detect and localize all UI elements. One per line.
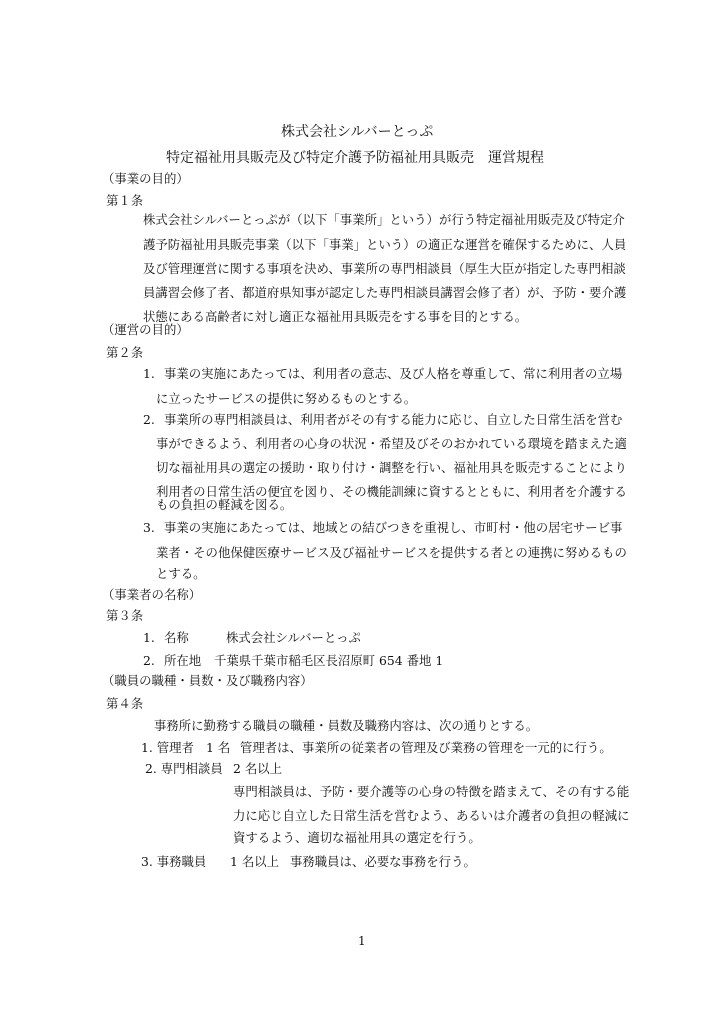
list-item-number: 1. bbox=[143, 630, 155, 645]
list-item-number: 3. bbox=[143, 520, 155, 535]
staff-duty: 力に応じ自立した日常生活を営むよう、あるいは介護者の負担の軽減に bbox=[233, 808, 630, 823]
field-value: 千葉県千葉市稲毛区長沼原町 654 番地 1 bbox=[214, 653, 444, 668]
list-item-text: 事業の実施にあたっては、地域との結びつきを重視し、市町村・他の居宅サービ事 bbox=[164, 520, 623, 535]
article-label: 第３条 bbox=[106, 608, 144, 623]
body-text-line: 護予防福祉用具販売事業（以下「事業」という）の適正な運営を確保するために、人員 bbox=[143, 237, 627, 252]
body-text-line: 状態にある高齢者に対し適正な福祉用具販売をする事を目的とする。 bbox=[143, 309, 528, 324]
list-item-text: もの負担の軽減を図る。 bbox=[156, 497, 293, 512]
list-item-number: 2. bbox=[143, 412, 155, 427]
article-label: 第２条 bbox=[106, 345, 144, 360]
list-item-text: 事ができるよう、利用者の心身の状況・希望及びそのおかれている環境を踏まえた適 bbox=[156, 436, 627, 451]
field-label: 名称 bbox=[164, 630, 189, 645]
staff-count: 1 名 bbox=[206, 740, 231, 755]
article-label: 第１条 bbox=[106, 193, 144, 208]
staff-count: 1 名以上 bbox=[230, 854, 279, 869]
staff-role: 1. 管理者 bbox=[141, 740, 194, 755]
staff-duty: 事務職員は、必要な事務を行う。 bbox=[290, 854, 476, 869]
list-item-text: とする。 bbox=[156, 566, 206, 581]
list-item-number: 2. bbox=[143, 653, 155, 668]
body-text-line: 事務所に勤務する職員の職種・員数及職務内容は、次の通りとする。 bbox=[154, 718, 539, 733]
section-heading: （事業の目的） bbox=[102, 171, 189, 186]
list-item-text: 事業所の専門相談員は、利用者がその有する能力に応じ、自立した日常生活を営む bbox=[164, 412, 623, 427]
section-heading: （職員の職種・員数・及び職務内容） bbox=[102, 673, 313, 688]
staff-count: 2 名以上 bbox=[233, 761, 282, 776]
field-label: 所在地 bbox=[164, 653, 202, 668]
body-text-line: 員講習会修了者、都道府県知事が認定した専門相談員講習会修了者）が、予防・要介護 bbox=[143, 285, 627, 300]
section-heading: （事業者の名称） bbox=[102, 587, 202, 602]
body-text-line: 及び管理運営に関する事項を決め、事業所の専門相談員（厚生大臣が指定した専門相談 bbox=[143, 261, 626, 276]
list-item-text: 利用者の日常生活の便宜を図り、その機能訓練に資するとともに、利用者を介護する bbox=[156, 484, 627, 499]
field-value: 株式会社シルバーとっぷ bbox=[226, 630, 361, 645]
staff-duty: 管理者は、事業所の従業者の管理及び業務の管理を一元的に行う。 bbox=[240, 740, 612, 755]
list-item-number: 1. bbox=[143, 366, 155, 381]
list-item-text: に立ったサービスの提供に努めるものとする。 bbox=[156, 391, 417, 406]
page-number: 1 bbox=[358, 934, 366, 948]
list-item-text: 業者・その他保健医療サービス及び福祉サービスを提供する者との連携に努めるもの bbox=[156, 545, 627, 560]
section-heading: （運営の目的） bbox=[102, 322, 189, 337]
body-text-line: 株式会社シルバーとっぷが（以下「事業所」という）が行う特定福祉用販売及び特定介 bbox=[143, 212, 625, 227]
staff-duty: 資するよう、適切な福祉用具の選定を行う。 bbox=[233, 830, 481, 845]
staff-duty: 専門相談員は、予防・要介護等の心身の特徴を踏まえて、その有する能 bbox=[233, 784, 630, 799]
list-item-text: 事業の実施にあたっては、利用者の意志、及び人格を尊重して、常に利用者の立場 bbox=[164, 366, 623, 381]
article-label: 第４条 bbox=[106, 696, 144, 711]
document-title: 特定福祉用具販売及び特定介護予防福祉用具販売 運営規程 bbox=[166, 150, 544, 166]
company-name: 株式会社シルバーとっぷ bbox=[281, 124, 434, 140]
staff-role: 2. 専門相談員 bbox=[145, 761, 223, 776]
list-item-text: 切な福祉用具の選定の援助・取り付け・調整を行い、福祉用具を販売することにより bbox=[156, 460, 627, 475]
staff-role: 3. 事務職員 bbox=[141, 854, 207, 869]
